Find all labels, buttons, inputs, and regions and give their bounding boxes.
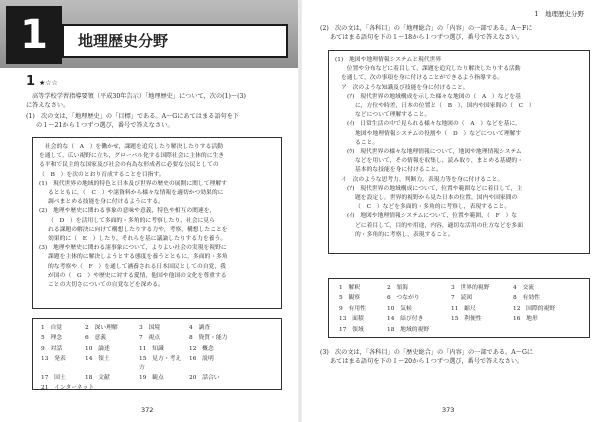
box-line: (2) 地理や歴史に関わる事象の意味や意義，特色や相互の関連を， — [39, 208, 216, 215]
box-line: 課題を主体的に解決しようとする態度を養うとともに，多面的・多角 — [48, 254, 228, 261]
box-line: 的な考察や（ F ）を通して涵養される日本国民としての自覚，我 — [48, 263, 226, 270]
box-line: 基本的な技能を身に付けること。 — [355, 167, 442, 174]
choice-item: 9 対話 — [41, 345, 63, 352]
box-line: 題を設定し，世界的視野から見た日本の位置，国内や国家間の — [355, 195, 518, 202]
intro-line: に答えなさい。 — [26, 102, 70, 110]
choice-item: 15 利便性 — [451, 316, 482, 323]
choices-box-left — [32, 318, 282, 390]
choice-item: 1 解釈 — [339, 285, 361, 291]
objectives-text — [39, 143, 275, 290]
box-line: 的・多角的に考察し，表現すること。 — [355, 231, 454, 238]
choices-grid — [329, 279, 589, 339]
box-line: (ｲ) 日常生活の中で見られる様々な地図の（ A ）などを基に， — [347, 121, 521, 128]
choice-item: 6 意義 — [85, 335, 107, 342]
box-line: ことの大切さについての自覚などを深める。 — [48, 282, 164, 289]
choice-item: 16 地形 — [513, 316, 538, 323]
subquestion-3 — [320, 348, 590, 367]
choice-item: 11 知識 — [139, 345, 164, 352]
question-number-block — [26, 74, 58, 89]
box-line: 位置や分布などに着目して，課題を追究したり解決したりする活動 — [341, 66, 521, 73]
choice-item: 17 国土 — [41, 375, 66, 382]
q3-line: あてはまる語句を下の１～20から１つずつ選び，番号で答えなさい。 — [330, 358, 524, 366]
box-line: れる課題の解決に向けて構想したりする力や，考察，構想したことを — [48, 226, 228, 233]
page-number-right: 373 — [442, 406, 455, 414]
choice-item: 5 理念 — [41, 335, 63, 342]
box-line: 調べまとめる技能を身に付けるようにする。 — [48, 199, 164, 206]
objectives-box — [32, 137, 282, 309]
box-line: (ｱ) 現代世界の地域構成を示した様々な地図の（ A ）などを基 — [347, 93, 521, 100]
chapter-number: 1 — [6, 6, 62, 64]
choice-item: 2 領海 — [387, 285, 409, 291]
choice-item: 18 文献 — [85, 375, 110, 382]
subquestion-1 — [26, 112, 288, 131]
choice-item: 6 つながり — [387, 295, 420, 302]
box-line: (1) 地図や地理情報システムと現代世界 — [335, 57, 442, 63]
box-line: 効果的に（ E ）したり，それらを基に議論したりする力を養う。 — [48, 236, 227, 243]
choice-item: 1 自覚 — [41, 325, 63, 331]
choice-item: 8 有効性 — [513, 295, 540, 302]
content-box-right — [328, 50, 590, 254]
sub1-line: の１～21から１つずつ選び，番号で答えなさい。 — [36, 122, 174, 130]
choice-item: 4 交流 — [513, 285, 535, 291]
box-line: （ D ）を活用して多面的・多角的に考察したり，社会に見ら — [48, 217, 215, 224]
chapter-title: 地理歴史分野 — [62, 24, 288, 58]
choice-item: 20 話合い — [189, 375, 220, 382]
running-head — [534, 9, 584, 18]
box-line: る平和で民主的な国家及び社会の有為な形成者に必要な公民としての — [39, 162, 219, 169]
box-line: どに着目して，目的や用途，内容，適切な活用の仕方などを多面 — [355, 222, 523, 229]
choice-item: 8 資質・能力 — [189, 335, 228, 342]
choice-item: 15 見方・考え方 — [139, 356, 182, 371]
question-intro — [26, 92, 288, 111]
choice-item: 12 概念 — [189, 345, 214, 352]
choice-item: 10 論述 — [85, 345, 110, 352]
box-line: などについて理解すること。 — [355, 112, 431, 119]
choice-item: 2 深い理解 — [85, 325, 118, 331]
choice-item: 18 地域的視野 — [387, 326, 430, 333]
box-line: (ｲ) 地図や地理情報システムについて，位置や範囲，（ F ）な — [347, 213, 518, 220]
choice-item: 14 領土 — [85, 356, 110, 363]
subquestion-2 — [320, 24, 590, 43]
box-line: (ｱ) 現代世界の地域構成について，位置や範囲などに着目して，主 — [347, 185, 523, 192]
box-line: を通して，広い視野に立ち，グローバル化する国際社会に主体的に生き — [39, 153, 225, 160]
box-line: （ C ）などを多面的・多角的に考察し，表現すること。 — [355, 204, 511, 211]
choice-item: 17 領域 — [339, 326, 364, 333]
choice-item: 7 読図 — [451, 295, 473, 302]
choice-item: 7 視点 — [139, 335, 161, 342]
choice-item: 4 調査 — [189, 325, 211, 331]
choice-item: 13 発表 — [41, 356, 66, 363]
box-line: (3) 地理や歴史に関わる諸事象について，よりよい社会の実現を視野に — [39, 245, 227, 252]
box-line: 地図や地理情報システムの役割や（ D ）などについて理解す — [355, 130, 522, 137]
running-head-text: 1 地理歴史分野 — [534, 10, 584, 18]
question-number: 1 — [26, 74, 36, 89]
box-line: 社会的な（ A ）を働かせ，課題を追究したり解決したりする活動 — [45, 144, 223, 150]
choice-item: 5 観察 — [339, 295, 361, 302]
box-line: が国の（ G ）や歴史に対する愛情，他国や他国の文化を尊重する — [48, 272, 227, 279]
box-line: ること。 — [355, 139, 379, 146]
box-line: （ B ）を次のとおり育成することを目指す。 — [39, 171, 165, 178]
box-line: などを用いて，その情報を収集し，読み取り，まとめる基礎的・ — [355, 158, 523, 165]
choice-item: 3 世界的視野 — [451, 285, 490, 291]
left-page — [0, 0, 298, 422]
page-number-left: 372 — [141, 406, 154, 414]
box-line: (ｳ) 現代世界の様々な地理情報について，地図や地理情報システム — [347, 149, 522, 156]
choice-item: 9 有用性 — [339, 305, 366, 312]
choice-item: 13 面積 — [339, 316, 364, 323]
box-line: を通して，次の事項を身に付けることができるよう指導する。 — [341, 75, 504, 82]
choice-item: 10 気候 — [387, 305, 412, 312]
choice-item: 19 観点 — [139, 375, 164, 382]
choice-item: 21 インターネット — [41, 385, 95, 392]
box-line: るとともに，（ C ）や諸資料から様々な情報を適切かつ効果的に — [48, 190, 224, 197]
right-page — [302, 0, 600, 422]
content-text — [335, 56, 583, 240]
choice-item: 11 縮尺 — [451, 305, 476, 312]
difficulty-stars: ★☆☆ — [39, 79, 58, 87]
box-line: イ 次のような思考力，判断力，表現力等を身に付けること。 — [341, 176, 504, 183]
q2-line: あてはまる語句を下の１～18から１つずつ選び，番号で答えなさい。 — [330, 34, 524, 42]
choices-box-right — [328, 278, 590, 338]
q2-line: (2) 次の文は，「各科目」の「地理総合」の「内容」の一部である。A～Fに — [320, 25, 533, 32]
q3-line: (3) 次の文は，「各科目」の「歴史総合」の「内容」の一部である。A～Gに — [320, 349, 534, 356]
choice-item: 12 国際的視野 — [513, 305, 556, 312]
sub1-line: (1) 次の文は，「地理歴史」の「目標」である。A～Gにあてはまる語句を下 — [26, 113, 240, 120]
choice-item: 3 国境 — [139, 325, 161, 331]
box-line: に，方位や時差，日本の位置と（ B ），国内や国家間の（ C ） — [355, 103, 535, 110]
choice-item: 16 説明 — [189, 356, 214, 363]
intro-line: 高等学校学習指導要領（平成30年告示）「地理歴史」について，次の(1)～(3) — [32, 93, 246, 100]
choices-grid — [33, 319, 281, 398]
choice-item: 14 結び付き — [387, 316, 424, 323]
box-line: (1) 現代世界の地域的特色と日本及び世界の歴史の展開に関して理解す — [39, 180, 227, 187]
box-line: ア 次のような知識及び技能を身に付けること。 — [341, 84, 469, 91]
